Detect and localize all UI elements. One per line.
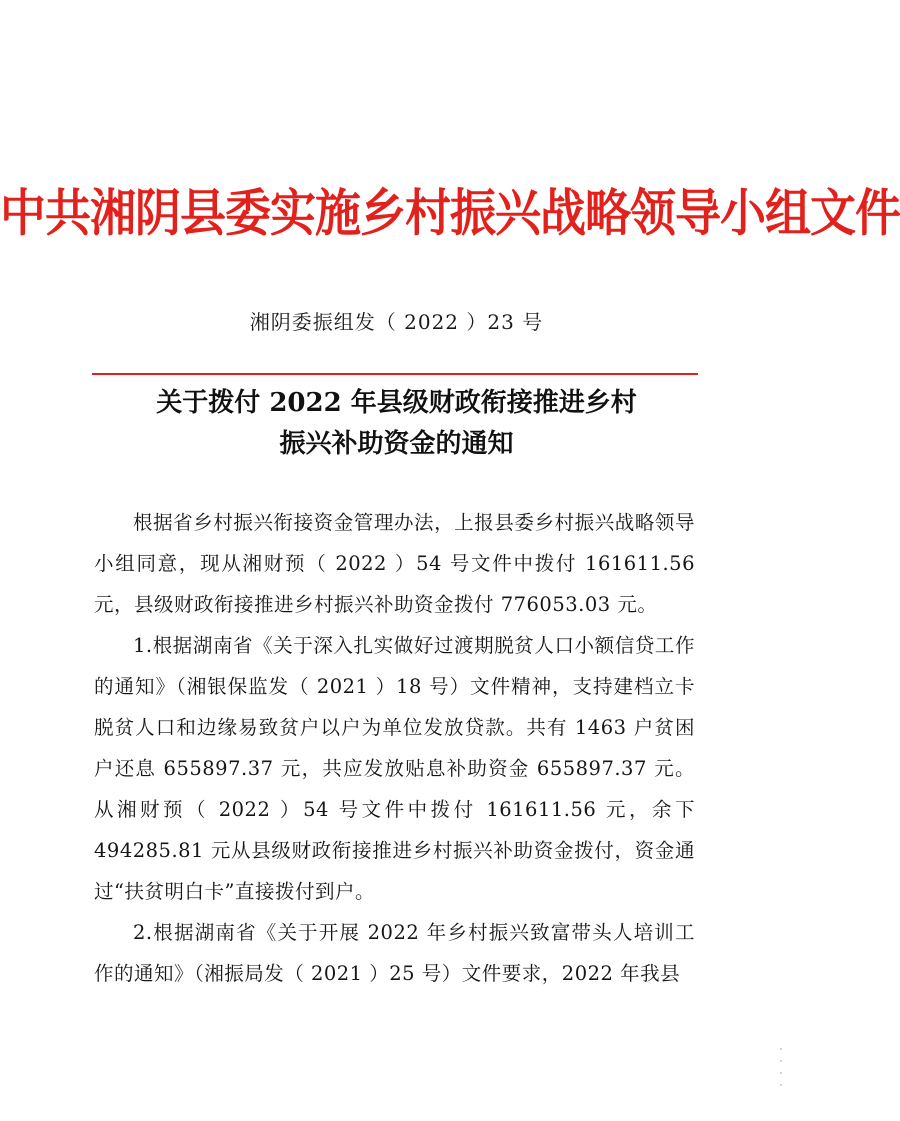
body-paragraph-intro: 根据省乡村振兴衔接资金管理办法，上报县委乡村振兴战略领导小组同意，现从湘财预（ 2022 ）54 号文件中拨付 161611.56 元，县级财政衔接推进乡村振兴补助资金拨付 776053.03 元。	[94, 511, 695, 616]
body-paragraph-item-2: 2.根据湖南省《关于开展 2022 年乡村振兴致富带头人培训工作的通知》（湘振局发（ 2021 ）25 号）文件要求，2022 年我县	[94, 921, 695, 985]
scan-mark	[780, 1084, 782, 1086]
body-paragraph-item-1: 1.根据湖南省《关于深入扎实做好过渡期脱贫人口小额信贷工作的通知》（湘银保监发（ 2021 ）18 号）文件精神，支持建档立卡脱贫人口和边缘易致贫户以户为单位发放贷款。共有 1463 户贫困户还息 655897.37 元，共应发放贴息补助资金 655897.37 元。从湘财预（ 2022 ）54 号文件中拨付 161611.56 元，余下 494285.81 元从县级财政衔接推进乡村振兴补助资金拨付，资金通过“扶贫明白卡”直接拨付到户。	[94, 634, 695, 903]
scan-mark	[780, 1060, 782, 1062]
title-line-1: 关于拨付 2022 年县级财政衔接推进乡村	[156, 388, 637, 418]
document-number: 湘阴委振组发（ 2022 ）23 号	[249, 310, 544, 334]
title-line-2: 振兴补助资金的通知	[279, 429, 514, 459]
red-divider-line	[92, 373, 698, 375]
document-title	[0, 383, 793, 465]
scan-edge-marks	[777, 1048, 785, 1098]
scan-mark	[780, 1048, 782, 1050]
document-body	[94, 502, 695, 994]
scan-mark	[780, 1072, 782, 1074]
issuer-masthead: 中共湘阴县委实施乡村振兴战略领导小组文件	[0, 183, 900, 243]
